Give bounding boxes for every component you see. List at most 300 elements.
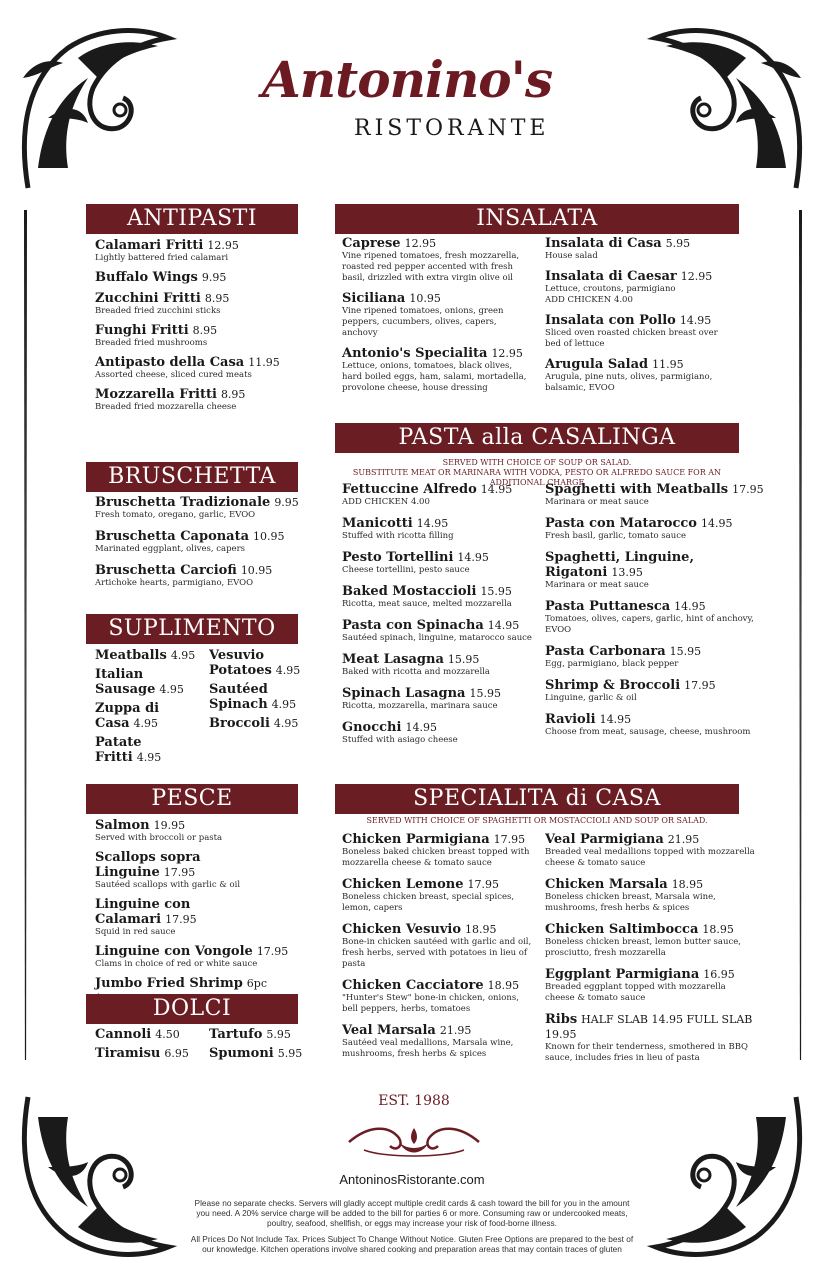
menu-item-name: Spumoni — [209, 1046, 274, 1061]
menu-item-description: Ricotta, mozzarella, marinara sauce — [342, 701, 498, 711]
section-banner-bruschetta: BRUSCHETTA — [86, 462, 298, 492]
menu-item-title — [95, 1046, 209, 1061]
menu-item-price: 17.95 — [163, 866, 196, 879]
menu-item — [95, 323, 305, 349]
insalata-right-list — [545, 236, 735, 401]
menu-item-price: 18.95 — [487, 979, 520, 992]
menu-item-name: Sautéed Spinach — [209, 682, 268, 712]
menu-item-title — [95, 563, 305, 578]
menu-item-description: Clams in choice of red or white sauce — [95, 959, 258, 969]
menu-item-price: 14.95 — [416, 517, 449, 530]
menu-item-description: Vine ripened tomatoes, onions, green peppers, cucumbers, olives, capers, anchovy — [342, 306, 504, 338]
menu-item-price: 17.95 — [732, 483, 764, 496]
footer-policy: Please no separate checks. Servers will gladly accept multiple credit cards & cash toward the bill for you in the amount you need. A 20% service charge will be added to the bill for parties 6 or more. Consuming raw or undercooked meats, poultry, seafood, shellfish, or eggs may increase your risk of food-borne illness. — [194, 1198, 630, 1228]
section-banner-antipasti: ANTIPASTI — [86, 204, 298, 234]
menu-item — [545, 967, 755, 1004]
menu-item-price: 10.95 — [253, 530, 285, 543]
menu-item-price: 19.95 — [153, 819, 186, 832]
menu-item-price: 5.95 — [266, 1028, 291, 1041]
menu-item-name: Zuppa di Casa — [95, 701, 160, 731]
menu-item-description: Breaded fried mushrooms — [95, 338, 208, 348]
menu-item-description: Bone-in chicken sautéed with garlic and oil, fresh herbs, served with potatoes in lieu of pasta — [342, 937, 532, 969]
menu-item-title — [342, 584, 532, 599]
menu-item-title — [209, 648, 309, 678]
menu-item-description: Marinara or meat sauce — [545, 497, 649, 507]
menu-item-price: 9.95 — [274, 496, 299, 509]
corner-flourish-icon — [646, 18, 816, 198]
menu-item-title — [95, 387, 305, 402]
menu-item-title — [95, 648, 205, 663]
menu-item-name: Jumbo Fried Shrimp — [95, 976, 243, 991]
menu-item — [95, 355, 305, 381]
menu-item-title — [342, 1023, 537, 1038]
menu-item-name: Manicotti — [342, 516, 413, 531]
menu-item-price: 5.95 — [277, 1047, 303, 1060]
menu-item-description: Vine ripened tomatoes, fresh mozzarella, roasted red pepper accented with fresh basil, drizzled with extra virgin olive oil — [342, 251, 520, 283]
menu-item-title — [342, 516, 532, 531]
menu-item-price: 11.95 — [652, 358, 684, 371]
menu-item-title — [95, 270, 305, 285]
menu-item-name: Caprese — [342, 236, 401, 251]
menu-item-name: Linguine con Vongole — [95, 944, 253, 959]
menu-item-description: Choose from meat, sausage, cheese, mushroom — [545, 727, 751, 737]
menu-item-title — [545, 269, 735, 284]
menu-item-title — [342, 236, 532, 251]
menu-item-title — [545, 644, 770, 659]
menu-item-price: 14.95 — [700, 517, 733, 530]
menu-item-title — [545, 550, 770, 580]
menu-item-name: Chicken Marsala — [545, 877, 668, 892]
menu-item-title — [342, 922, 537, 937]
menu-item-name: Ravioli — [545, 712, 596, 727]
menu-item — [342, 720, 532, 746]
menu-item-name: Veal Parmigiana — [545, 832, 664, 847]
menu-item-description: Ricotta, meat sauce, melted mozzarella — [342, 599, 512, 609]
section-banner-specialita: SPECIALITA di CASA — [335, 784, 739, 814]
menu-item-description: Breaded eggplant topped with mozzarella cheese & tomato sauce — [545, 982, 726, 1003]
menu-item — [545, 550, 770, 591]
menu-item-price: 12.95 — [404, 237, 437, 250]
menu-item-name: Shrimp & Broccoli — [545, 678, 681, 693]
menu-item-description: Baked with ricotta and mozzarella — [342, 667, 490, 677]
menu-item-title — [342, 346, 532, 361]
menu-item-name: Spaghetti with Meatballs — [545, 482, 729, 497]
menu-item-price: 14.95 — [487, 619, 520, 632]
menu-item — [342, 922, 537, 970]
menu-item — [342, 516, 532, 542]
menu-item-price: 4.95 — [133, 717, 159, 730]
menu-item-title — [545, 678, 770, 693]
menu-item-price: 15.95 — [469, 687, 501, 700]
menu-item-description: Breaded fried mozzarella cheese — [95, 402, 237, 412]
menu-item-title — [95, 529, 305, 544]
menu-item-name: Chicken Saltimbocca — [545, 922, 699, 937]
menu-item-title — [545, 877, 755, 892]
footer-disclaimer: All Prices Do Not Include Tax. Prices Subject To Change Without Notice. Gluten Free Options are prepared to the best of our knowledge. Kitchen operations involve shared cooking and preparation areas that may contain traces of gluten — [190, 1234, 634, 1254]
menu-item-title — [95, 850, 295, 880]
corner-flourish-icon — [8, 1087, 178, 1267]
pasta-left-list — [342, 482, 532, 754]
menu-item — [342, 877, 537, 914]
menu-item-price: 14.95 — [599, 713, 632, 726]
menu-item-name: Spaghetti, Linguine, Rigatoni — [545, 550, 694, 580]
menu-item-description: Fresh basil, garlic, tomato sauce — [545, 531, 687, 541]
menu-item-name: Pasta con Spinacha — [342, 618, 484, 633]
menu-item-title — [545, 516, 770, 531]
menu-item-price: 8.95 — [220, 388, 246, 401]
menu-item-title — [95, 238, 305, 253]
corner-flourish-icon — [646, 1087, 816, 1267]
menu-item-description: Cheese tortellini, pesto sauce — [342, 565, 470, 575]
section-banner-suplimento: SUPLIMENTO — [86, 614, 298, 644]
menu-item-name: Chicken Cacciatore — [342, 978, 484, 993]
menu-item-title — [342, 482, 532, 497]
menu-item-title — [209, 716, 309, 731]
menu-item — [95, 270, 305, 285]
menu-item-description: Boneless chicken breast, special spices, lemon, capers — [342, 892, 515, 913]
menu-item — [342, 686, 532, 712]
menu-item-name: Chicken Vesuvio — [342, 922, 462, 937]
menu-item-name: Gnocchi — [342, 720, 402, 735]
menu-item-description: Stuffed with ricotta filling — [342, 531, 454, 541]
menu-item-name: Buffalo Wings — [95, 270, 198, 285]
menu-item-title — [545, 712, 770, 727]
menu-item-price: 14.95 — [405, 721, 437, 734]
menu-item — [545, 236, 735, 262]
menu-item-name: Funghi Fritti — [95, 323, 189, 338]
menu-item — [545, 832, 755, 869]
menu-item — [545, 712, 770, 738]
logo-script-text: Antonino's — [262, 50, 553, 109]
menu-item-name: Insalata di Casa — [545, 236, 662, 251]
menu-item-title — [209, 1046, 305, 1061]
menu-item-description: Sautéed spinach, linguine, matarocco sauce — [342, 633, 532, 643]
menu-item-name: Scallops sopra Linguine — [95, 850, 201, 880]
corner-flourish-icon — [8, 18, 178, 198]
menu-item-price: 9.95 — [201, 271, 227, 284]
menu-item-title — [342, 652, 532, 667]
menu-item-description: Tomatoes, olives, capers, garlic, hint of anchovy, EVOO — [545, 614, 754, 635]
menu-item-title — [545, 922, 755, 937]
menu-item — [95, 667, 205, 697]
menu-item-title — [342, 832, 537, 847]
menu-item — [545, 516, 770, 542]
menu-item-description: Marinara or meat sauce — [545, 580, 649, 590]
menu-item-price: 4.95 — [271, 698, 297, 711]
menu-item-name: Fettuccine Alfredo — [342, 482, 477, 497]
menu-item-name: Linguine con Calamari — [95, 897, 191, 927]
antipasti-list — [95, 238, 305, 419]
menu-item-title — [545, 1012, 755, 1042]
menu-item-title — [342, 686, 532, 701]
menu-item-description: Lettuce, croutons, parmigiano — [545, 284, 676, 294]
menu-item-price: 16.95 — [703, 968, 735, 981]
menu-item — [342, 236, 532, 284]
menu-item — [545, 922, 755, 959]
menu-item-price: 14.95 — [457, 551, 489, 564]
menu-item-price: 8.95 — [204, 292, 230, 305]
section-banner-pesce: PESCE — [86, 784, 298, 814]
menu-item — [95, 387, 305, 413]
menu-item-name: Bruschetta Carciofi — [95, 563, 237, 578]
menu-item-price: 18.95 — [671, 878, 704, 891]
menu-item-price: 4.95 — [273, 717, 299, 730]
menu-item — [95, 944, 295, 970]
menu-item-description: "Hunter's Stew" bone-in chicken, onions, bell peppers, herbs, tomatoes — [342, 993, 519, 1014]
menu-item — [95, 701, 205, 731]
menu-item-name: Pesto Tortellini — [342, 550, 454, 565]
menu-item-description: Linguine, garlic & oil — [545, 693, 637, 703]
menu-item — [342, 482, 532, 508]
menu-item — [342, 1023, 537, 1060]
menu-item — [95, 735, 205, 765]
menu-item-description: Breaded veal medallions topped with mozzarella cheese & tomato sauce — [545, 847, 755, 868]
menu-item-price: 17.95 — [256, 945, 289, 958]
menu-item-price: 14.95 — [480, 483, 513, 496]
menu-item-name: Tiramisu — [95, 1046, 161, 1061]
menu-item-name: Insalata di Caesar — [545, 269, 677, 284]
bruschetta-list — [95, 495, 305, 597]
menu-item-price: 11.95 — [248, 356, 280, 369]
section-banner-insalata: INSALATA — [335, 204, 739, 234]
menu-item-name: Patate Fritti — [95, 735, 142, 765]
menu-item-title — [95, 355, 305, 370]
menu-item-description: Fresh tomato, oregano, garlic, EVOO — [95, 510, 256, 520]
menu-item-price: 4.50 — [155, 1028, 180, 1041]
menu-item — [545, 678, 770, 704]
menu-item-title — [95, 323, 305, 338]
menu-item-price: 17.95 — [467, 878, 499, 891]
menu-item-title — [342, 291, 532, 306]
menu-item-name: Tartufo — [209, 1027, 263, 1042]
menu-item-price: 4.95 — [136, 751, 162, 764]
menu-item-title — [209, 682, 309, 712]
menu-item — [545, 599, 770, 636]
border-line-right — [799, 210, 802, 1060]
menu-item — [95, 529, 305, 555]
menu-item-title — [342, 550, 532, 565]
website-link[interactable]: AntoninosRistorante.com — [339, 1172, 485, 1187]
menu-item-title — [95, 1027, 209, 1042]
menu-item — [95, 238, 305, 264]
menu-item-price: 14.95 — [674, 600, 706, 613]
menu-item-price: 17.95 — [684, 679, 716, 692]
specialita-right-list — [545, 832, 755, 1072]
menu-item-description: Sliced oven roasted chicken breast over bed of lettuce — [545, 328, 718, 349]
menu-item — [545, 1012, 755, 1064]
menu-item-title — [545, 482, 770, 497]
menu-item-price: 6pc — [246, 977, 267, 990]
suplimento-right-list — [209, 648, 309, 735]
menu-item-price: 10.95 — [240, 564, 273, 577]
pasta-right-list — [545, 482, 770, 746]
menu-item-price: 13.95 — [611, 566, 643, 579]
menu-item-name: Arugula Salad — [545, 357, 649, 372]
menu-item — [545, 644, 770, 670]
menu-item-title — [545, 967, 755, 982]
menu-item-title — [95, 944, 295, 959]
menu-item — [95, 818, 295, 844]
menu-item-description: Squid in red sauce — [95, 927, 176, 937]
menu-item-title — [95, 667, 205, 697]
menu-item-price: 4.95 — [170, 649, 196, 662]
border-line-left — [24, 210, 27, 1060]
menu-item-name: Italian Sausage — [95, 667, 156, 697]
specialita-note: SERVED WITH CHOICE OF SPAGHETTI OR MOSTACCIOLI AND SOUP OR SALAD. — [366, 816, 708, 825]
menu-item-price: 15.95 — [669, 645, 702, 658]
menu-item — [342, 652, 532, 678]
menu-item-description: Boneless chicken breast, lemon butter sauce, prosciutto, fresh mozzarella — [545, 937, 741, 958]
menu-item-name: Vesuvio Potatoes — [209, 648, 272, 678]
menu-item-price: 15.95 — [480, 585, 512, 598]
menu-item-name: Eggplant Parmigiana — [545, 967, 700, 982]
menu-item-name: Mozzarella Fritti — [95, 387, 217, 402]
menu-item-description: Artichoke hearts, parmigiano, EVOO — [95, 578, 254, 588]
menu-item-description: Breaded fried zucchini sticks — [95, 306, 221, 316]
menu-item-title — [545, 599, 770, 614]
menu-item — [342, 618, 532, 644]
menu-item-description: Assorted cheese, sliced cured meats — [95, 370, 252, 380]
section-banner-pasta: PASTA alla CASALINGA — [335, 423, 739, 453]
menu-item — [545, 482, 770, 508]
menu-item — [342, 978, 537, 1015]
menu-item-title — [95, 291, 305, 306]
menu-item-name: Spinach Lasagna — [342, 686, 466, 701]
menu-item-description: House salad — [545, 251, 598, 261]
menu-item-name: Pasta Carbonara — [545, 644, 666, 659]
menu-item — [545, 269, 735, 306]
menu-item-price: 17.95 — [493, 833, 526, 846]
menu-item-description: Egg, parmigiano, black pepper — [545, 659, 679, 669]
insalata-left-list — [342, 236, 532, 401]
menu-item-description: Arugula, pine nuts, olives, parmigiano, balsamic, EVOO — [545, 372, 713, 393]
menu-item-extra: ADD CHICKEN 4.00 — [545, 295, 633, 305]
menu-item-description: Boneless chicken breast, Marsala wine, mushrooms, fresh herbs & spices — [545, 892, 716, 913]
menu-item-price: 5.95 — [665, 237, 691, 250]
menu-item-title — [545, 832, 755, 847]
menu-item — [95, 291, 305, 317]
menu-item-name: Insalata con Pollo — [545, 313, 676, 328]
menu-item-name: Meatballs — [95, 648, 167, 663]
menu-item-name: Antonio's Specialita — [342, 346, 488, 361]
menu-item — [95, 850, 295, 891]
suplimento-left-list — [95, 648, 205, 769]
pasta-note-line2: SUBSTITUTE MEAT OR MARINARA WITH VODKA, PESTO OR ALFREDO SAUCE FOR AN ADDITIONAL CHARGE — [352, 468, 722, 487]
menu-item-title — [95, 818, 295, 833]
menu-item-price: 4.95 — [159, 683, 184, 696]
menu-item — [95, 648, 205, 663]
menu-item-name: Meat Lasagna — [342, 652, 444, 667]
menu-item-price: 4.95 — [275, 664, 301, 677]
menu-item — [342, 832, 537, 869]
menu-item-description: ADD CHICKEN 4.00 — [342, 497, 430, 507]
restaurant-logo — [262, 50, 572, 150]
menu-item-title — [545, 313, 735, 328]
menu-item-name: Bruschetta Tradizionale — [95, 495, 271, 510]
menu-item-description: Sautéed veal medallions, Marsala wine, mushrooms, fresh herbs & spices — [342, 1038, 514, 1059]
specialita-left-list — [342, 832, 537, 1068]
menu-item-title — [342, 720, 532, 735]
pasta-note-line1: SERVED WITH CHOICE OF SOUP OR SALAD. — [442, 458, 632, 467]
menu-item-name: Bruschetta Caponata — [95, 529, 250, 544]
menu-item-name: Siciliana — [342, 291, 406, 306]
menu-item — [209, 716, 309, 731]
menu-item-title — [95, 701, 205, 731]
menu-item-price: 12.95 — [680, 270, 713, 283]
menu-item-description: Boneless baked chicken breast topped with mozzarella cheese & tomato sauce — [342, 847, 530, 868]
menu-item — [209, 648, 309, 678]
menu-item-price: 12.95 — [491, 347, 523, 360]
menu-item-price: 21.95 — [667, 833, 700, 846]
menu-item — [545, 877, 755, 914]
menu-item — [545, 313, 735, 350]
menu-item-price: 10.95 — [409, 292, 441, 305]
menu-item — [342, 346, 532, 394]
menu-item-title — [342, 618, 532, 633]
menu-item-price: 18.95 — [702, 923, 734, 936]
menu-item-price: 21.95 — [439, 1024, 472, 1037]
menu-item-name: Ribs — [545, 1012, 578, 1027]
menu-item-description: Lightly battered fried calamari — [95, 253, 229, 263]
menu-item-price: 17.95 — [165, 913, 197, 926]
menu-item — [95, 495, 305, 521]
menu-item-price: 8.95 — [192, 324, 218, 337]
menu-item-name: Chicken Lemone — [342, 877, 464, 892]
menu-item-title — [545, 357, 735, 372]
menu-item-title — [342, 978, 537, 993]
established-year: EST. 1988 — [378, 1093, 450, 1109]
menu-item-name: Veal Marsala — [342, 1023, 436, 1038]
menu-item-title — [95, 495, 305, 510]
section-banner-dolci: DOLCI — [86, 994, 298, 1024]
menu-item — [545, 357, 735, 394]
menu-item-description: Marinated eggplant, olives, capers — [95, 544, 245, 554]
menu-item-title — [545, 236, 735, 251]
menu-item — [95, 563, 305, 589]
menu-item-name: Pasta con Matarocco — [545, 516, 697, 531]
menu-item-price: 12.95 — [207, 239, 239, 252]
menu-item-price: HALF SLAB 14.95 FULL SLAB 19.95 — [545, 1013, 753, 1041]
logo-subtitle: RISTORANTE — [354, 116, 550, 141]
menu-item-name: Cannoli — [95, 1027, 152, 1042]
menu-item-name: Chicken Parmigiana — [342, 832, 490, 847]
menu-item-description: Served with broccoli or pasta — [95, 833, 223, 843]
menu-item-description: Lettuce, onions, tomatoes, black olives, hard boiled eggs, ham, salami, mortadella, provolone cheese, house dressing — [342, 361, 527, 393]
menu-item — [209, 682, 309, 712]
dolci-list — [95, 1027, 305, 1061]
menu-item-name: Broccoli — [209, 716, 270, 731]
menu-item-price: 6.95 — [164, 1047, 189, 1060]
menu-item-name: Calamari Fritti — [95, 238, 204, 253]
menu-item-description: Stuffed with asiago cheese — [342, 735, 458, 745]
menu-item-name: Antipasto della Casa — [95, 355, 245, 370]
menu-item-title — [209, 1027, 305, 1042]
menu-item-name: Baked Mostaccioli — [342, 584, 477, 599]
scroll-flourish-icon — [344, 1120, 484, 1160]
menu-item-title — [95, 735, 205, 765]
menu-item — [342, 584, 532, 610]
menu-item-price: 15.95 — [447, 653, 480, 666]
menu-item-name: Zucchini Fritti — [95, 291, 201, 306]
menu-item-name: Salmon — [95, 818, 150, 833]
menu-item-description: Sautéed scallops with garlic & oil — [95, 880, 241, 890]
menu-item — [342, 291, 532, 339]
menu-item-price: 14.95 — [679, 314, 712, 327]
menu-item-title — [342, 877, 537, 892]
menu-item — [95, 897, 295, 938]
menu-item-name: Pasta Puttanesca — [545, 599, 671, 614]
menu-item-description: Known for their tenderness, smothered in BBQ sauce, includes fries in lieu of pasta — [545, 1042, 748, 1063]
